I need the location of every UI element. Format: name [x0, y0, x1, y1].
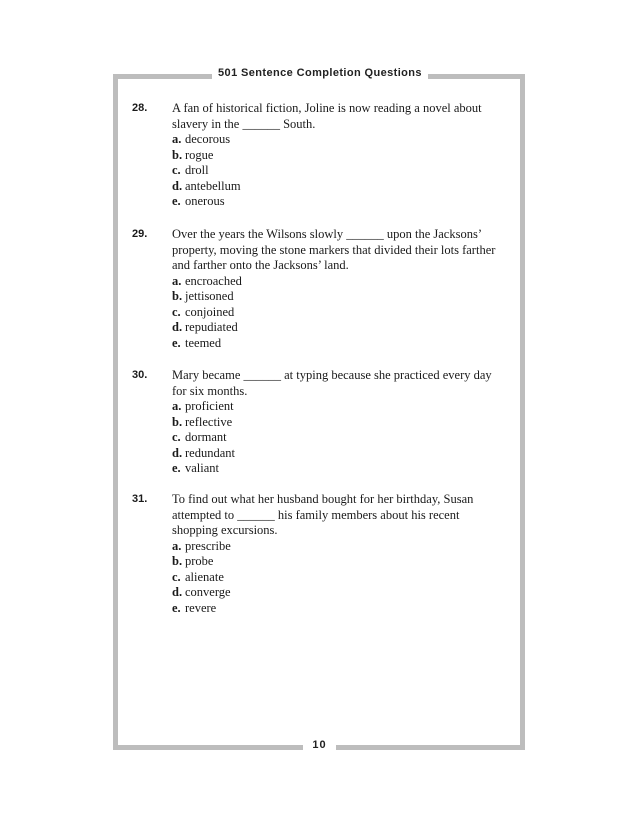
option-text: conjoined — [185, 304, 235, 319]
option-letter: e. — [172, 461, 181, 475]
frame-bottom-left-border — [113, 745, 303, 750]
option-c — [172, 305, 502, 321]
option-b — [172, 148, 502, 164]
question-stem: Mary became ______ at typing because she practiced every day for six months. — [172, 368, 492, 398]
question-stem: Over the years the Wilsons slowly ______ upon the Jacksons’ property, moving the stone markers that divided their lots farther and farther onto the Jacksons’ land. — [172, 227, 496, 272]
option-c — [172, 430, 502, 446]
option-text: revere — [185, 600, 217, 615]
option-text: alienate — [185, 569, 224, 584]
option-letter: d. — [172, 585, 183, 599]
option-a — [172, 539, 502, 555]
frame-left-border — [113, 74, 118, 750]
option-text: reflective — [185, 414, 233, 429]
option-e — [172, 194, 502, 210]
question-31 — [132, 492, 502, 616]
option-letter: d. — [172, 445, 183, 460]
option-letter: e. — [172, 335, 181, 350]
option-letter: b. — [172, 414, 183, 429]
option-b — [172, 554, 502, 570]
option-text: onerous — [185, 194, 225, 208]
option-letter: a. — [172, 132, 182, 146]
option-text: decorous — [185, 132, 231, 146]
option-text: prescribe — [185, 538, 231, 553]
option-d — [172, 320, 502, 336]
option-c — [172, 163, 502, 179]
option-letter: a. — [172, 273, 182, 288]
option-d — [172, 446, 502, 462]
option-letter: c. — [172, 430, 181, 444]
question-stem: To find out what her husband bought for her birthday, Susan attempted to ______ his family members about his recent shopping excursions. — [172, 492, 474, 537]
option-a — [172, 274, 502, 290]
page-number: 10 — [312, 739, 327, 751]
answer-options — [172, 539, 502, 617]
answer-options — [172, 274, 502, 352]
option-letter: e. — [172, 194, 181, 208]
answer-options — [172, 132, 502, 210]
option-a — [172, 399, 502, 415]
option-c — [172, 570, 502, 586]
option-letter: b. — [172, 289, 183, 303]
option-text: jettisoned — [185, 289, 234, 303]
question-29 — [132, 227, 502, 351]
question-28 — [132, 101, 502, 210]
option-e — [172, 461, 502, 477]
option-letter: a. — [172, 399, 182, 413]
option-text: encroached — [185, 273, 242, 288]
option-b — [172, 415, 502, 431]
question-number: 31. — [132, 493, 148, 505]
option-text: teemed — [185, 335, 222, 350]
option-e — [172, 601, 502, 617]
question-number: 30. — [132, 369, 148, 381]
frame-top-right-border — [428, 74, 525, 79]
frame-top-left-border — [113, 74, 212, 79]
question-30 — [132, 368, 502, 477]
option-text: converge — [185, 585, 231, 599]
option-text: rogue — [185, 147, 214, 162]
option-letter: a. — [172, 538, 182, 553]
question-number: 29. — [132, 228, 148, 240]
option-text: droll — [185, 163, 209, 177]
option-d — [172, 585, 502, 601]
option-text: probe — [185, 554, 214, 568]
option-b — [172, 289, 502, 305]
frame-bottom-right-border — [336, 745, 525, 750]
option-text: proficient — [185, 399, 234, 413]
option-letter: d. — [172, 178, 183, 193]
option-text: repudiated — [185, 320, 238, 334]
option-text: valiant — [185, 461, 220, 475]
option-letter: c. — [172, 304, 181, 319]
option-letter: b. — [172, 554, 183, 568]
answer-options — [172, 399, 502, 477]
question-stem: A fan of historical fiction, Joline is now reading a novel about slavery in the ______ South. — [172, 101, 482, 131]
option-letter: c. — [172, 569, 181, 584]
frame-right-border — [520, 74, 525, 750]
option-letter: c. — [172, 163, 181, 177]
option-d — [172, 179, 502, 195]
option-letter: d. — [172, 320, 183, 334]
running-header: 501 Sentence Completion Questions — [218, 67, 422, 79]
option-text: dormant — [185, 430, 227, 444]
option-text: redundant — [185, 445, 235, 460]
option-e — [172, 336, 502, 352]
option-text: antebellum — [185, 178, 241, 193]
option-a — [172, 132, 502, 148]
option-letter: b. — [172, 147, 183, 162]
question-number: 28. — [132, 102, 148, 114]
option-letter: e. — [172, 600, 181, 615]
